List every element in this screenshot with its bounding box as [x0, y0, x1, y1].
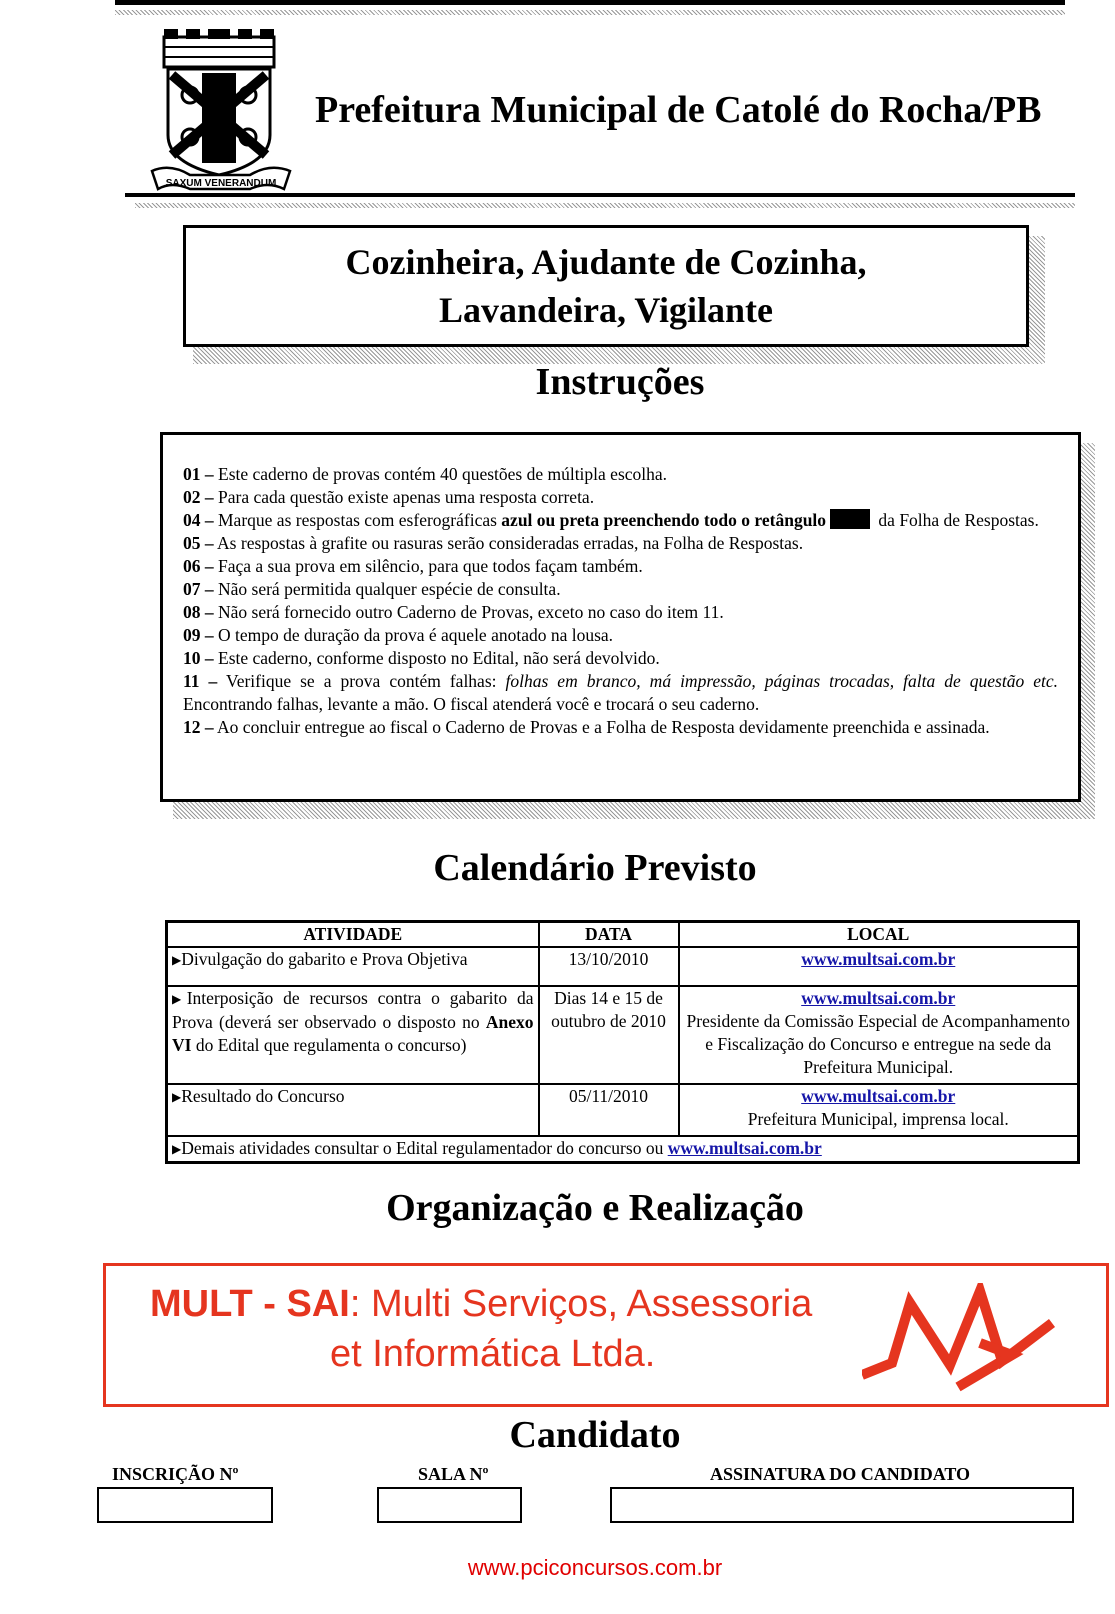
instruction-item: 06 – Faça a sua prova em silêncio, para que todos façam também. [183, 556, 643, 576]
organizer-name-line1: MULT - SAI: Multi Serviços, Assessoria [150, 1283, 813, 1325]
filled-rectangle-icon [830, 509, 870, 529]
page-title: Prefeitura Municipal de Catolé do Rocha/PB [315, 89, 1042, 131]
local-cell: www.multsai.com.br Prefeitura Municipal, imprensa local. [679, 1084, 1079, 1136]
instruction-item: 10 – Este caderno, conforme disposto no Edital, não será devolvido. [183, 648, 660, 668]
multsai-logo-icon [862, 1283, 1062, 1393]
svg-text:SAXUM VENERANDUM: SAXUM VENERANDUM [165, 178, 277, 189]
instruction-item: 04 – Marque as respostas com esferográficas azul ou preta preenchendo todo o retângulo da Folha de Respostas. [183, 510, 1039, 530]
instruction-item: 07 – Não será permitida qualquer espécie de consulta. [183, 579, 561, 599]
header-rule [125, 193, 1075, 197]
instructions-box [160, 432, 1081, 802]
local-cell [679, 947, 1079, 986]
calendar-table [165, 920, 1080, 1164]
exam-title-line1: Cozinheira, Ajudante de Cozinha, [345, 242, 867, 282]
inscricao-label: INSCRIÇÃO Nº [112, 1464, 239, 1484]
instruction-item: 09 – O tempo de duração da prova é aquele anotado na lousa. [183, 625, 614, 645]
exam-title-box [183, 225, 1029, 347]
column-header-date: DATA [539, 922, 679, 948]
date-cell: Dias 14 e 15 de outubro de 2010 [539, 986, 679, 1084]
multsai-link[interactable]: www.multsai.com.br [667, 1138, 822, 1158]
multsai-link[interactable]: www.multsai.com.br [801, 949, 956, 969]
top-rule [115, 0, 1065, 5]
organizer-name-line2: et Informática Ltda. [330, 1333, 656, 1375]
inscricao-field[interactable] [97, 1487, 273, 1523]
sala-field[interactable] [377, 1487, 522, 1523]
instruction-item: 12 – Ao concluir entregue ao fiscal o Caderno de Provas e a Folha de Resposta devidamente preenchida e assinada. [183, 717, 990, 737]
multsai-link[interactable]: www.multsai.com.br [801, 988, 956, 1008]
instruction-item: 02 – Para cada questão existe apenas uma resposta correta. [183, 487, 595, 507]
candidate-heading: Candidato [509, 1414, 681, 1456]
sala-label: SALA Nº [418, 1464, 489, 1484]
date-cell: 13/10/2010 [539, 947, 679, 986]
assinatura-label: ASSINATURA DO CANDIDATO [710, 1464, 971, 1484]
activity-cell: ▶Interposição de recursos contra o gabarito da Prova (deverá ser observado o disposto no Anexo VI do Edital que regulamenta o concurso) [167, 986, 539, 1084]
instruction-item: 11 – Verifique se a prova contém falhas: folhas em branco, má impressão, páginas trocadas, falta de questão etc. Encontrando falhas, levante a mão. O fiscal atenderá você e trocará o seu caderno. [183, 671, 1059, 714]
activity-cell: ▶Divulgação do gabarito e Prova Objetiva [167, 947, 539, 986]
column-header-activity: ATIVIDADE [167, 922, 539, 948]
triangle-bullet-icon: ▶ [172, 1142, 182, 1156]
triangle-bullet-icon: ▶ [172, 1090, 182, 1104]
date-cell: 05/11/2010 [539, 1084, 679, 1136]
local-cell: www.multsai.com.br Presidente da Comissão Especial de Acompanhamento e Fiscalização do Concurso e entregue na sede da Prefeitura Municipal. [679, 986, 1079, 1084]
table-header-row [167, 922, 1079, 948]
signature-field[interactable] [610, 1487, 1074, 1523]
instruction-item: 08 – Não será fornecido outro Caderno de Provas, exceto no caso do item 11. [183, 602, 724, 622]
instruction-item: 05 – As respostas à grafite ou rasuras serão consideradas erradas, na Folha de Respostas. [183, 533, 804, 553]
triangle-bullet-icon: ▶ [172, 992, 187, 1006]
footer-url[interactable]: www.pciconcursos.com.br [467, 1555, 723, 1580]
organizer-brand: MULT - SAI [150, 1283, 350, 1325]
triangle-bullet-icon: ▶ [172, 953, 182, 967]
instructions-heading: Instruções [535, 361, 705, 403]
table-row [167, 1084, 1079, 1136]
header-hatch-rule [135, 203, 1075, 208]
activity-cell: ▶Resultado do Concurso [167, 1084, 539, 1136]
coat-of-arms-icon [150, 25, 292, 195]
table-row [167, 986, 1079, 1084]
column-header-local: LOCAL [679, 922, 1079, 948]
instruction-item: 01 – Este caderno de provas contém 40 questões de múltipla escolha. [183, 464, 668, 484]
table-footer-row [167, 1136, 1079, 1163]
top-hatch-rule [115, 10, 1065, 15]
multsai-link[interactable]: www.multsai.com.br [801, 1086, 956, 1106]
table-row [167, 947, 1079, 986]
organization-heading: Organização e Realização [386, 1187, 804, 1229]
calendar-heading: Calendário Previsto [433, 847, 757, 889]
exam-title-line2: Lavandeira, Vigilante [438, 290, 774, 330]
footer-cell: ▶Demais atividades consultar o Edital regulamentador do concurso ou www.multsai.com.br [167, 1136, 1079, 1163]
